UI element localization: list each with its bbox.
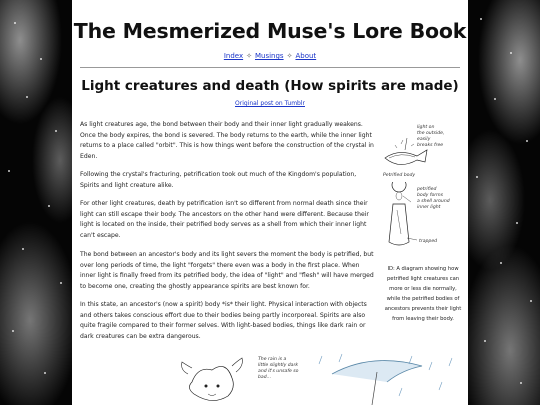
original-post-link[interactable]: Original post on Tumblr	[235, 100, 305, 107]
nav-link-about[interactable]: About	[295, 52, 317, 60]
svg-text:body forms: body forms	[417, 193, 444, 198]
svg-text:little slightly dark: little slightly dark	[258, 363, 299, 368]
nav-separator: ✧	[246, 52, 252, 60]
svg-text:inner light: inner light	[417, 205, 441, 210]
svg-text:bad...: bad...	[258, 375, 272, 380]
site-nav	[72, 52, 468, 60]
paragraph-2: Following the crystal's fracturing, petrification took out much of the Kingdom's population, Spirits and light creature alike.	[80, 171, 357, 189]
spirit-sketch	[172, 352, 462, 405]
svg-text:a shell around: a shell around	[417, 199, 450, 204]
svg-text:easily: easily	[417, 137, 431, 142]
svg-text:The rain is a: The rain is a	[258, 357, 287, 362]
paragraph-3: For other light creatures, death by petrification isn't so different from normal death since their light can still escape their body. The ancestors on the other hand were different. Because their light is located on the inside, their petrified body serves as a shell from which their inner light can't escape.	[80, 200, 369, 240]
fish-note-line: light on	[417, 125, 435, 130]
fish-label: Petrified body	[383, 173, 416, 178]
ancestor-diagram	[377, 182, 467, 262]
paragraph-4: The bond between an ancestor's body and its light severs the moment the body is petrified, but over long periods of time, the light "forgets" there even was a body in the first place. When inner light is finally freed from its petrified body, the idea of "light" and "flesh" will have merged to become one, creating the ghostly appearance spirits are best known for.	[80, 251, 374, 291]
figure-caption: ID: A diagram showing how petrified light creatures can more or less die normally, while the petrified bodies of ancestors prevents their light from leaving their body.	[384, 266, 462, 322]
nav-link-index[interactable]: Index	[223, 52, 244, 60]
nav-link-musings[interactable]: Musings	[254, 52, 284, 60]
fish-diagram	[377, 118, 467, 183]
post-title: Light creatures and death (How spirits are made)	[81, 78, 459, 94]
paragraph-1: As light creatures age, the bond between their body and their inner light gradually weakens. Once the body expires, the bond is severed. The body returns to the earth, while the inner light returns to a place called "orbit". This is how things went before the construction of the crystal in Eden.	[80, 121, 374, 161]
svg-text:and it's unsafe so: and it's unsafe so	[258, 369, 299, 374]
svg-text:petrified: petrified	[417, 187, 437, 192]
site-title: The Mesmerized Muse's Lore Book	[73, 19, 467, 43]
svg-text:the outside,: the outside,	[417, 131, 445, 136]
paragraph-5: In this state, an ancestor's (now a spirit) body *is* their light. Physical interaction with objects and others takes conscious effort due to their bodies being partly incorporeal. Spirits are also quite fragile compared to their former selves. With light-based bodies, things like dark rain or dark creatures can be extra dangerous.	[80, 301, 367, 341]
lore-page	[72, 0, 468, 405]
svg-text:breaks free: breaks free	[417, 143, 444, 148]
nav-separator: ✧	[286, 52, 293, 60]
header-divider	[80, 67, 460, 68]
ancestor-label: trapped	[419, 239, 438, 244]
